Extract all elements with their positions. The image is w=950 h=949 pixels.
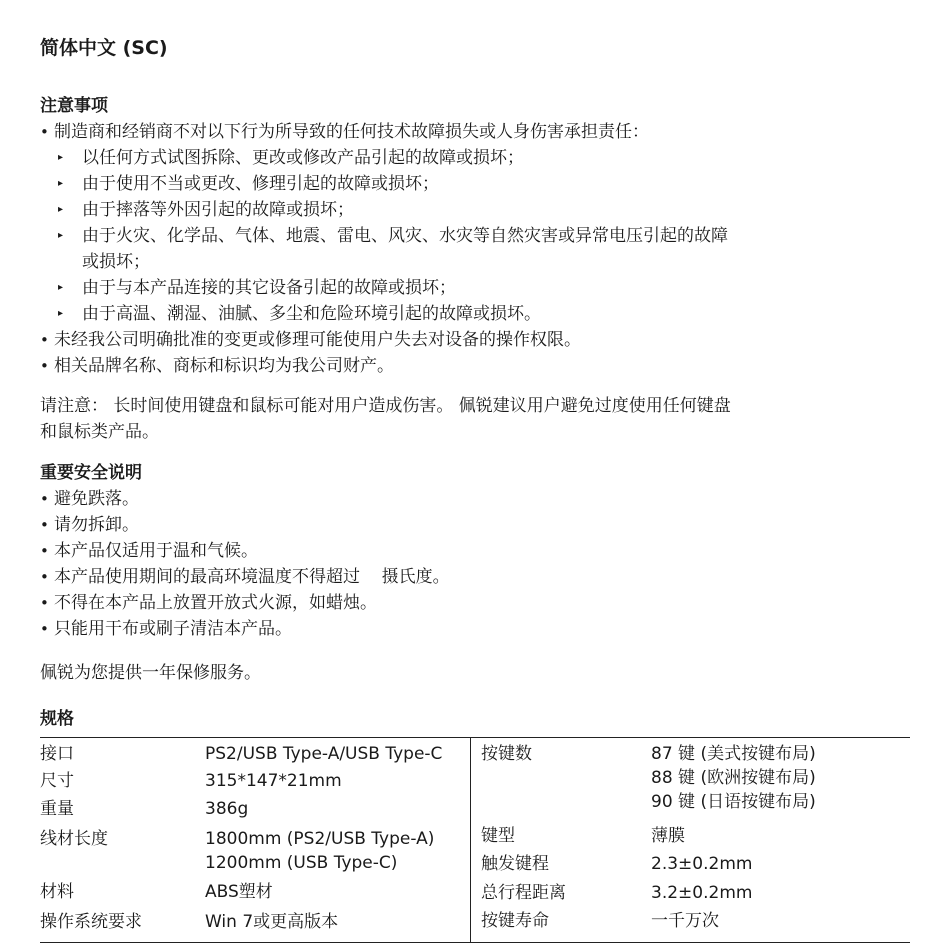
safety-item-text: 请勿拆卸。 <box>54 515 139 535</box>
safety-item <box>40 616 920 642</box>
spec-value: 87 键 (美式按键布局) <box>651 744 816 764</box>
safety-item <box>40 564 920 590</box>
spec-label: 按键数 <box>481 744 532 764</box>
bullet-dot: • <box>40 620 49 638</box>
notice-bullet-text: 未经我公司明确批准的变更或修理可能使用户失去对设备的操作权限。 <box>54 330 581 350</box>
bullet-dot: • <box>40 357 49 375</box>
specs-heading: 规格 <box>40 709 74 729</box>
bullet-dot: • <box>40 490 49 508</box>
bullet-dot: • <box>40 542 49 560</box>
spec-value: PS2/USB Type-A/USB Type-C <box>205 744 443 764</box>
spec-value: 1200mm (USB Type-C) <box>205 853 398 873</box>
sub-item-text: 以任何方式试图拆除、更改或修改产品引起的故障或损坏； <box>82 148 524 168</box>
spec-label: 尺寸 <box>40 771 74 791</box>
notice-section <box>40 93 920 379</box>
sub-item-text: 由于高温、潮湿、油腻、多尘和危险环境引起的故障或损坏。 <box>82 304 541 324</box>
notice-sub-item <box>40 145 920 171</box>
notice-bullet <box>40 119 920 145</box>
safety-item <box>40 512 920 538</box>
spec-value: 一千万次 <box>651 911 719 931</box>
spec-label: 总行程距离 <box>481 883 566 903</box>
safety-item-text: 只能用干布或刷子清洁本产品。 <box>54 619 292 639</box>
spec-value: 90 键 (日语按键布局) <box>651 792 816 812</box>
caution-line: 和鼠标类产品。 <box>40 422 159 442</box>
bullet-dot: • <box>40 516 49 534</box>
safety-item <box>40 486 920 512</box>
sub-item-text: 由于摔落等外因引起的故障或损坏； <box>82 200 354 220</box>
sub-item-text: 由于火灾、化学品、气体、地震、雷电、风灾、水灾等自然灾害或异常电压引起的故障 <box>82 226 728 246</box>
spec-label: 重量 <box>40 799 74 819</box>
spec-value: 2.3±0.2mm <box>651 854 753 874</box>
caution-line: 请注意： 长时间使用键盘和鼠标可能对用户造成伤害。 佩锐建议用户避免过度使用任何键盘 <box>40 396 731 416</box>
spec-value: 薄膜 <box>651 826 685 846</box>
spec-label: 触发键程 <box>481 854 549 874</box>
triangle-bullet-icon: ▸ <box>58 308 64 319</box>
triangle-bullet-icon: ▸ <box>58 282 64 293</box>
safety-section <box>40 460 920 642</box>
safety-item-text: 本产品仅适用于温和气候。 <box>54 541 258 561</box>
warranty-text: 佩锐为您提供一年保修服务。 <box>40 663 261 683</box>
sub-item-text: 由于与本产品连接的其它设备引起的故障或损坏； <box>82 278 456 298</box>
triangle-bullet-icon: ▸ <box>58 178 64 189</box>
specs-table <box>40 737 910 943</box>
safety-item <box>40 538 920 564</box>
safety-item-text: 避免跌落。 <box>54 489 139 509</box>
safety-item-text: 本产品使用期间的最高环境温度不得超过 摄氏度。 <box>54 567 450 587</box>
triangle-bullet-icon: ▸ <box>58 230 64 241</box>
spec-value: 88 键 (欧洲按键布局) <box>651 768 816 788</box>
notice-bullet <box>40 327 920 353</box>
spec-value: 386g <box>205 799 249 819</box>
safety-item <box>40 590 920 616</box>
spec-label: 材料 <box>40 882 74 902</box>
notice-sub-item <box>40 223 920 249</box>
spec-value: 3.2±0.2mm <box>651 883 753 903</box>
spec-value: Win 7或更高版本 <box>205 912 339 932</box>
bullet-dot: • <box>40 331 49 349</box>
notice-bullet-text: 相关品牌名称、商标和标识均为我公司财产。 <box>54 356 394 376</box>
spec-value: ABS塑材 <box>205 882 273 902</box>
triangle-bullet-icon: ▸ <box>58 152 64 163</box>
notice-heading: 注意事项 <box>40 96 108 116</box>
bullet-dot: • <box>40 594 49 612</box>
safety-item-text: 不得在本产品上放置开放式火源，如蜡烛。 <box>54 593 377 613</box>
bullet-dot: • <box>40 568 49 586</box>
spec-label: 按键寿命 <box>481 911 549 931</box>
triangle-bullet-icon: ▸ <box>58 204 64 215</box>
notice-sub-item <box>40 171 920 197</box>
safety-heading: 重要安全说明 <box>40 463 142 483</box>
bullet-dot: • <box>40 123 49 141</box>
notice-sub-item-continuation <box>40 249 920 275</box>
spec-label: 操作系统要求 <box>40 912 142 932</box>
language-title: 简体中文 (SC) <box>40 37 168 59</box>
spec-label: 线材长度 <box>40 829 108 849</box>
spec-label: 接口 <box>40 744 74 764</box>
spec-value: 1800mm (PS2/USB Type-A) <box>205 829 435 849</box>
notice-bullet <box>40 353 920 379</box>
table-divider <box>470 738 471 942</box>
spec-label: 键型 <box>481 826 515 846</box>
spec-value: 315*147*21mm <box>205 771 342 791</box>
notice-bullet-text: 制造商和经销商不对以下行为所导致的任何技术故障损失或人身伤害承担责任： <box>54 122 649 142</box>
notice-sub-item <box>40 197 920 223</box>
sub-item-text: 由于使用不当或更改、修理引起的故障或损坏； <box>82 174 439 194</box>
caution-paragraph <box>40 393 920 445</box>
notice-sub-item <box>40 301 920 327</box>
sub-item-text: 或损坏； <box>82 252 150 272</box>
notice-sub-item <box>40 275 920 301</box>
